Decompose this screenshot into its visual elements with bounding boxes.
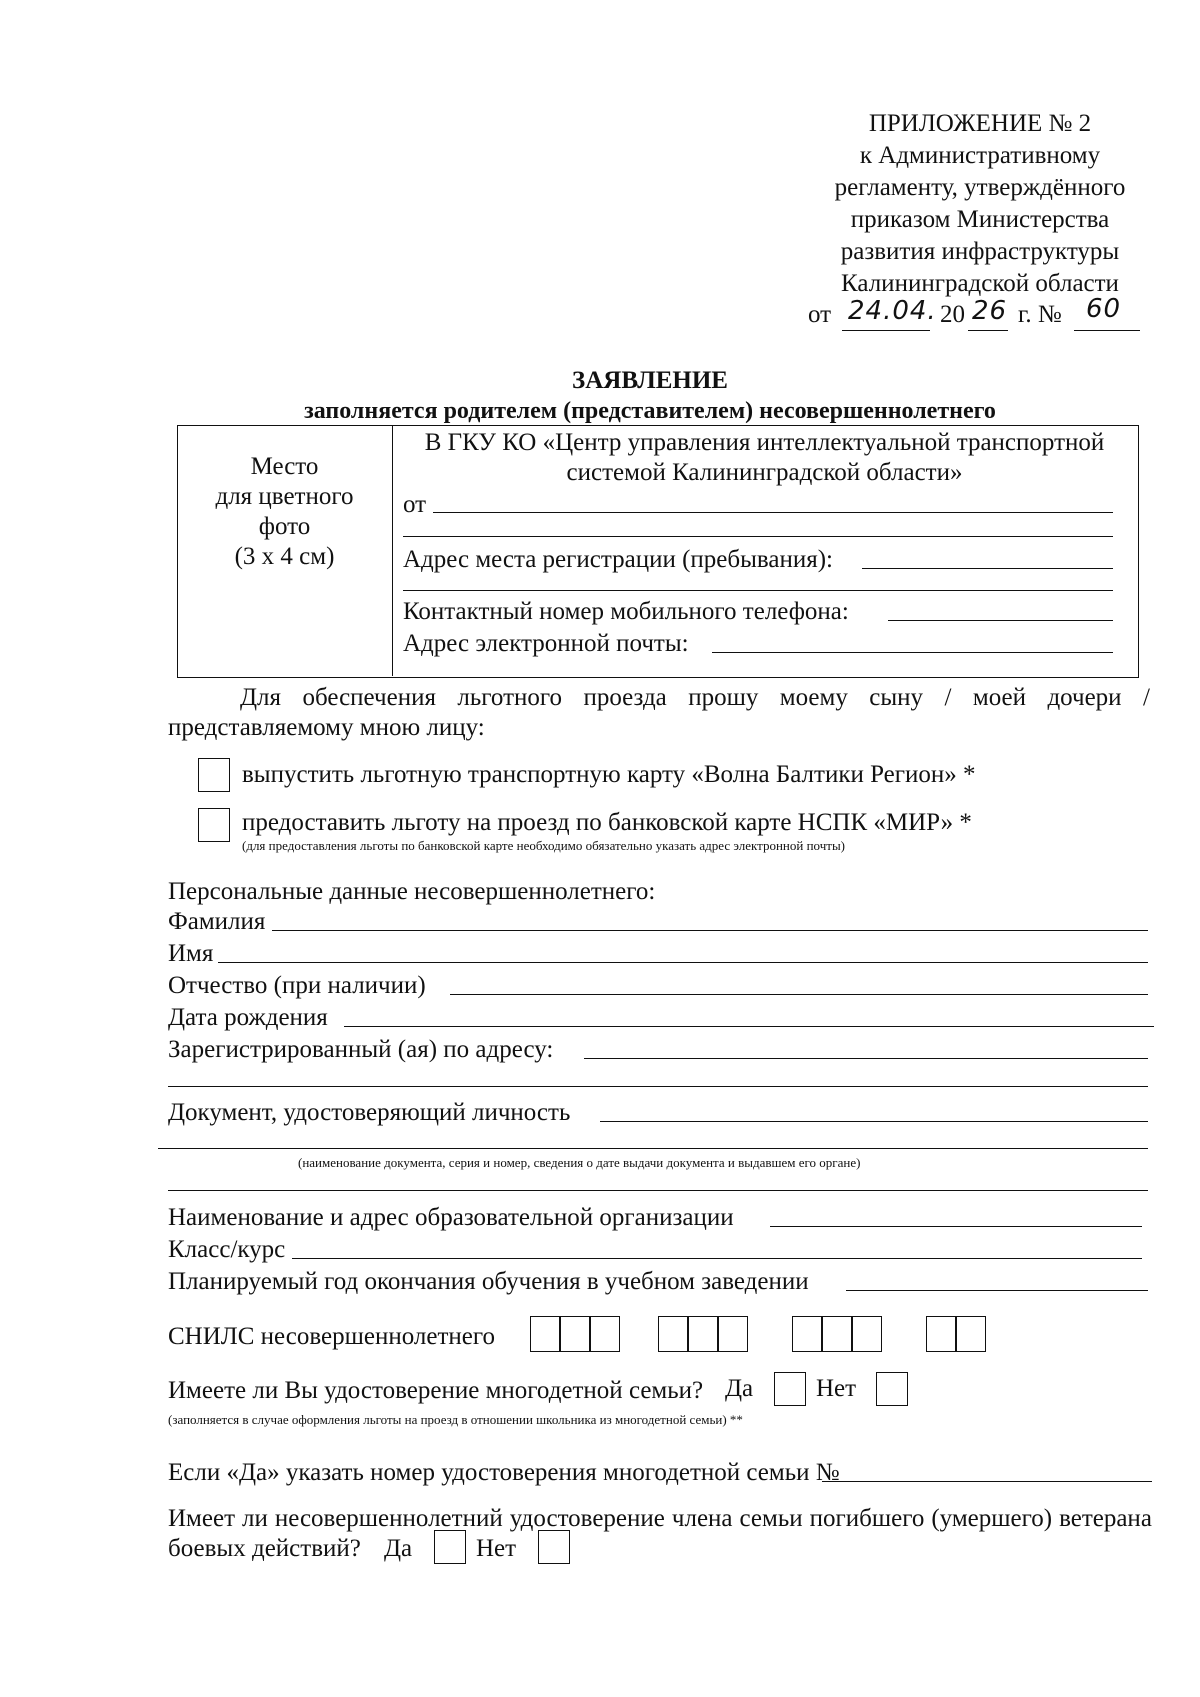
veteran-no-label: Нет — [476, 1535, 517, 1562]
email-label: Адрес электронной почты: — [403, 630, 689, 657]
large-family-number-label: Если «Да» указать номер удостоверения многодетной семьи № — [168, 1459, 840, 1486]
surname-label: Фамилия — [168, 908, 266, 935]
request-word: дочери — [1047, 684, 1122, 711]
request-line-1 — [240, 683, 1150, 713]
veteran-word: ветерана — [1059, 1505, 1152, 1532]
document-note: (наименование документа, серия и номер, сведения о дате выдачи документа и выдавшем его органе) — [298, 1155, 861, 1170]
photo-label: для цветного — [215, 483, 354, 510]
address-field-2[interactable] — [403, 590, 1113, 591]
veteran-word: удостоверение — [509, 1505, 665, 1532]
graduation-field[interactable] — [846, 1290, 1148, 1291]
address-field[interactable] — [862, 568, 1113, 569]
appendix-title: ПРИЛОЖЕНИЕ № 2 — [868, 110, 1092, 137]
appendix-line: регламенту, утверждённого — [834, 174, 1126, 201]
year-print: 20 — [940, 301, 965, 328]
large-family-question: Имеете ли Вы удостоверение многодетной семьи? — [168, 1377, 704, 1404]
snils-digit-cell[interactable] — [530, 1316, 560, 1352]
from-field-2[interactable] — [403, 536, 1113, 537]
addressee-name: системой Калининградской области» — [566, 459, 963, 486]
photo-size: (3 х 4 см) — [234, 543, 335, 570]
phone-field[interactable] — [888, 620, 1113, 621]
veteran-word: Имеет — [168, 1505, 235, 1532]
snils-digit-cell[interactable] — [852, 1316, 882, 1352]
request-word: моему — [779, 684, 848, 711]
veteran-word: несовершеннолетний — [274, 1505, 503, 1532]
veteran-word: погибшего — [809, 1505, 925, 1532]
document-field-2[interactable] — [158, 1148, 1148, 1149]
address-label: Адрес места регистрации (пребывания): — [403, 546, 834, 573]
veteran-question-line-2: боевых действий? — [168, 1535, 361, 1562]
photo-label: Место — [250, 453, 319, 480]
email-field[interactable] — [712, 652, 1113, 653]
personal-heading: Персональные данные несовершеннолетнего: — [168, 878, 656, 905]
large-family-yes-label: Да — [725, 1375, 754, 1402]
large-family-note — [168, 1412, 743, 1428]
large-family-note-text: (заполняется в случае оформления льготы на проезд в отношении школьника из многодетной семьи) — [168, 1412, 727, 1427]
addressee-name: В ГКУ КО «Центр управления интеллектуальной транспортной — [424, 429, 1105, 456]
date-prefix: от — [808, 301, 832, 328]
request-word: проезда — [583, 684, 667, 711]
bank-card-option: предоставить льготу на проезд по банковской карте НСПК «МИР» * — [242, 809, 972, 836]
bank-card-checkbox[interactable] — [198, 808, 230, 842]
request-line-2: представляемому мною лицу: — [168, 714, 485, 741]
order-date-handwritten: 24.04. — [848, 296, 937, 326]
request-word: / — [944, 684, 952, 711]
class-field[interactable] — [292, 1258, 1142, 1259]
large-family-no-label: Нет — [816, 1375, 857, 1402]
veteran-word: (умершего) — [931, 1505, 1053, 1532]
large-family-yes-checkbox[interactable] — [774, 1372, 806, 1406]
veteran-yes-label: Да — [384, 1535, 413, 1562]
patronymic-field[interactable] — [450, 994, 1148, 995]
patronymic-label: Отчество (при наличии) — [168, 972, 426, 999]
request-word: моей — [972, 684, 1026, 711]
order-number-label: г. № — [1018, 301, 1062, 328]
birthdate-field[interactable] — [344, 1026, 1154, 1027]
request-word: льготного — [457, 684, 563, 711]
snils-digit-cell[interactable] — [822, 1316, 852, 1352]
from-field[interactable] — [433, 512, 1113, 513]
bank-card-note: (для предоставления льготы по банковской карте необходимо обязательно указать адрес электронной почты) — [242, 838, 846, 853]
request-word: / — [1143, 684, 1150, 711]
school-label: Наименование и адрес образовательной организации — [168, 1204, 734, 1231]
snils-digit-cell[interactable] — [718, 1316, 748, 1352]
year-line — [968, 330, 1008, 331]
name-label: Имя — [168, 940, 214, 967]
photo-label: фото — [258, 513, 311, 540]
school-field[interactable] — [770, 1226, 1142, 1227]
document-field[interactable] — [600, 1121, 1148, 1122]
veteran-no-checkbox[interactable] — [538, 1530, 570, 1564]
registered-field-2[interactable] — [168, 1086, 1148, 1087]
registered-field[interactable] — [584, 1058, 1148, 1059]
request-word: обеспечения — [302, 684, 436, 711]
order-year-handwritten: 26 — [972, 296, 1008, 326]
surname-field[interactable] — [272, 930, 1148, 931]
veteran-word: члена — [671, 1505, 733, 1532]
transport-card-checkbox[interactable] — [198, 758, 230, 792]
veteran-yes-checkbox[interactable] — [434, 1530, 466, 1564]
snils-digit-cell[interactable] — [658, 1316, 688, 1352]
appendix-line: к Административному — [859, 142, 1101, 169]
snils-digit-cell[interactable] — [590, 1316, 620, 1352]
from-label: от — [403, 491, 427, 518]
large-family-no-checkbox[interactable] — [876, 1372, 908, 1406]
transport-card-option: выпустить льготную транспортную карту «Волна Балтики Регион» * — [242, 761, 976, 788]
large-family-note-mark: ** — [729, 1412, 743, 1427]
appendix-line: Калининградской области — [841, 270, 1119, 297]
snils-digit-cell[interactable] — [560, 1316, 590, 1352]
snils-digit-cell[interactable] — [688, 1316, 718, 1352]
order-number-line — [1074, 330, 1140, 331]
document-label: Документ, удостоверяющий личность — [168, 1099, 571, 1126]
document-subtitle: заполняется родителем (представителем) несовершеннолетнего — [304, 398, 996, 424]
snils-digit-cell[interactable] — [792, 1316, 822, 1352]
request-word: прошу — [688, 684, 759, 711]
phone-label: Контактный номер мобильного телефона: — [403, 598, 849, 625]
snils-label: СНИЛС несовершеннолетнего — [168, 1323, 495, 1350]
snils-digit-cell[interactable] — [956, 1316, 986, 1352]
document-title: ЗАЯВЛЕНИЕ — [572, 367, 728, 394]
name-field[interactable] — [218, 962, 1148, 963]
veteran-word: ли — [242, 1505, 268, 1532]
document-field-3[interactable] — [168, 1190, 1148, 1191]
order-number-handwritten: 60 — [1086, 294, 1122, 324]
appendix-line: развития инфраструктуры — [840, 238, 1120, 265]
veteran-question-line-1 — [168, 1504, 1152, 1534]
request-word: Для — [240, 684, 282, 711]
veteran-word: семьи — [739, 1505, 803, 1532]
date-line — [842, 330, 930, 331]
class-label: Класс/курс — [168, 1236, 286, 1263]
appendix-line: приказом Министерства — [850, 206, 1110, 233]
large-family-number-field[interactable] — [822, 1481, 1152, 1482]
snils-digit-cell[interactable] — [926, 1316, 956, 1352]
birthdate-label: Дата рождения — [168, 1004, 328, 1031]
request-word: сыну — [869, 684, 924, 711]
registered-label: Зарегистрированный (ая) по адресу: — [168, 1036, 554, 1063]
graduation-label: Планируемый год окончания обучения в учебном заведении — [168, 1268, 809, 1295]
